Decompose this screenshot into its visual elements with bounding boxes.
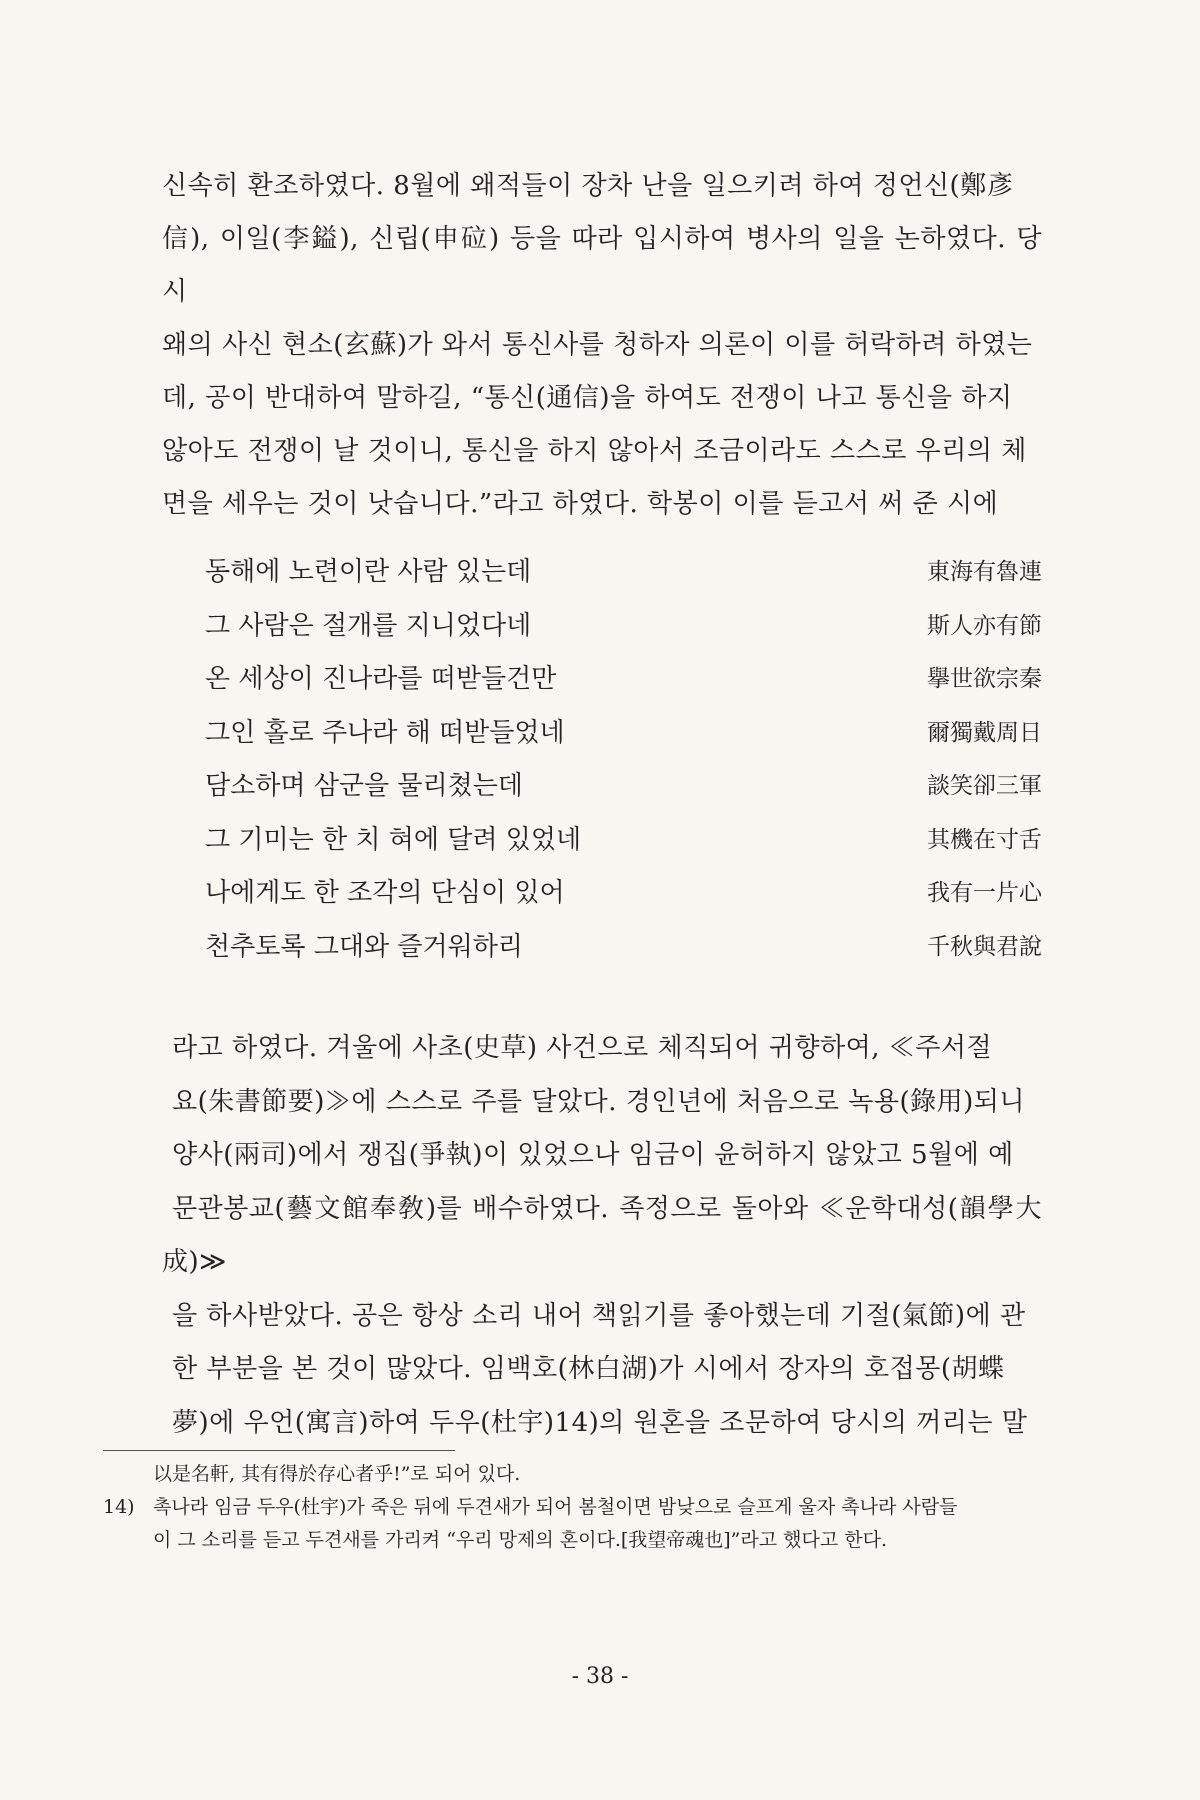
poem-line [205,811,1042,865]
poem-korean: 온 세상이 진나라를 떠받들건만 [205,664,557,695]
page-number: - 38 - [571,1664,629,1689]
poem [205,543,1042,971]
poem-korean: 동해에 노련이란 사람 있는데 [205,557,532,588]
text-line: 왜의 사신 현소(玄蘇)가 와서 통신사를 청하자 의론이 이를 허락하려 하였는 [162,330,1033,360]
footnote-continuation [103,1458,1093,1491]
footnote-text: 以是名軒, 其有得於存心者乎!”로 되어 있다. [153,1463,521,1485]
poem-chinese: 斯人亦有節 [927,612,1042,639]
footnote-14 [103,1491,1093,1524]
poem-korean: 그 사람은 절개를 지니었다네 [205,610,532,641]
footnote-14-continued [103,1524,1093,1557]
text-line: 않아도 전쟁이 날 것이니, 통신을 하지 않아서 조금이라도 스스로 우리의 체 [162,436,1027,466]
text-line: 데, 공이 반대하여 말하길, “통신(通信)을 하여도 전쟁이 나고 통신을 하지 [162,383,1013,413]
poem-chinese: 千秋與君說 [927,933,1042,960]
text-line: 을 하사받았다. 공은 항상 소리 내어 책읽기를 좋아했는데 기절(氣節)에 관 [172,1300,1026,1331]
text-line: 문관봉교(藝文館奉敎)를 배수하였다. 족정으로 돌아와 ≪운학대성(韻學大成)≫ [162,1193,1042,1277]
poem-chinese: 其機在寸舌 [927,826,1042,853]
footnote-number: 14) [103,1496,135,1518]
footnote-text: 이 그 소리를 듣고 두견새를 가리켜 “우리 망제의 혼이다.[我望帝魂也]”라고 했다고 한다. [153,1529,887,1551]
text-line: 라고 하였다. 겨울에 사초(史草) 사건으로 체직되어 귀향하여, ≪주서절 [172,1033,993,1063]
poem-chinese: 擧世欲宗秦 [927,666,1042,693]
poem-korean: 담소하며 삼군을 물리쳤는데 [205,771,523,802]
poem-korean: 천추토록 그대와 즐거워하리 [205,931,523,962]
poem-line [205,543,1042,597]
poem-line [205,597,1042,651]
poem-korean: 나에게도 한 조각의 단심이 있어 [205,878,565,909]
footnote-divider [103,1450,455,1451]
text-line: 한 부분을 본 것이 많았다. 임백호(林白湖)가 시에서 장자의 호접몽(胡蝶 [172,1354,1005,1384]
body-paragraph-1 [162,160,1042,531]
text-line: 信), 이일(李鎰), 신립(申砬) 등을 따라 입시하여 병사의 일을 논하였다. 당시 [162,224,1042,307]
poem-chinese: 談笑卻三軍 [927,773,1042,800]
body-paragraph-2 [162,1022,1042,1450]
footnote-text: 촉나라 임금 두우(杜宇)가 죽은 뒤에 두견새가 되어 봄철이면 밤낮으로 슬프게 울자 촉나라 사람들 [153,1496,958,1518]
poem-chinese: 東海有魯連 [927,559,1042,586]
poem-chinese: 爾獨戴周日 [927,719,1042,746]
text-line: 요(朱書節要)≫에 스스로 주를 달았다. 경인년에 처음으로 녹용(錄用)되니 [172,1086,1025,1117]
poem-line [205,704,1042,758]
poem-korean: 그 기미는 한 치 혀에 달려 있었네 [205,824,582,855]
poem-line [205,757,1042,811]
poem-line [205,918,1042,972]
text-line: 夢)에 우언(寓言)하여 두우(杜宇)14)의 원혼을 조문하여 당시의 꺼리는 말 [172,1407,1028,1438]
text-line: 신속히 환조하였다. 8월에 왜적들이 장차 난을 일으키려 하여 정언신(鄭彥 [162,171,1014,201]
footnotes [103,1458,1093,1557]
text-line: 양사(兩司)에서 쟁집(爭執)이 있었으나 임금이 윤허하지 않았고 5월에 예 [172,1140,1014,1170]
poem-line [205,864,1042,918]
text-line: 면을 세우는 것이 낫습니다.”라고 하였다. 학봉이 이를 듣고서 써 준 시에 [162,489,999,519]
poem-line [205,650,1042,704]
poem-korean: 그인 홀로 주나라 해 떠받들었네 [205,717,565,748]
poem-chinese: 我有一片心 [927,880,1042,907]
